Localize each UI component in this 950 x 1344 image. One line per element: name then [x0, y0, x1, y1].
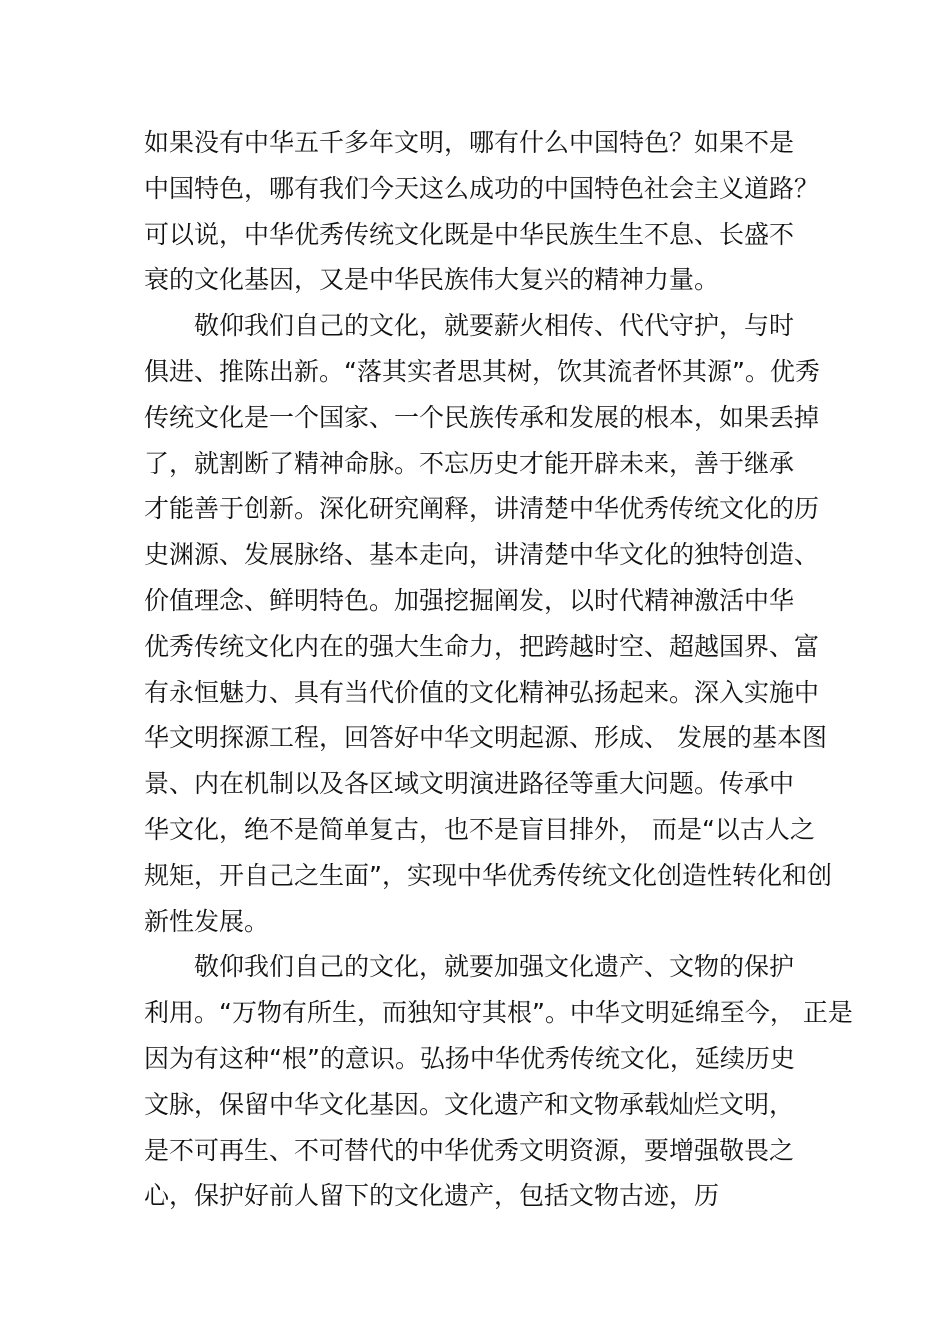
text-line: 利用。“万物有所生，而独知守其根”。中华文明延绵至今， 正是 — [144, 998, 853, 1028]
text-line: 中国特色，哪有我们今天这么成功的中国特色社会主义道路？ — [144, 173, 820, 203]
text-line: 心，保护好前人留下的文化遗产，包括文物古迹，历 — [144, 1181, 720, 1211]
text-line: 衰的文化基因，又是中华民族伟大复兴的精神力量。 — [144, 265, 720, 295]
text-line: 华文明探源工程，回答好中华文明起源、形成、 发展的基本图 — [144, 723, 827, 753]
text-line: 才能善于创新。深化研究阐释，讲清楚中华优秀传统文化的历 — [144, 494, 820, 524]
text-line: 传统文化是一个国家、一个民族传承和发展的根本，如果丢掉 — [144, 402, 820, 432]
text-line: 华文化，绝不是简单复古，也不是盲目排外， 而是“以古人之 — [144, 814, 815, 844]
text-line: 景、内在机制以及各区域文明演进路径等重大问题。传承中 — [144, 769, 795, 799]
text-line: 史渊源、发展脉络、基本走向，讲清楚中华文化的独特创造、 — [144, 540, 820, 570]
text-line: 优秀传统文化内在的强大生命力，把跨越时空、超越国界、富 — [144, 631, 820, 661]
paragraph-start-line: 敬仰我们自己的文化，就要加强文化遗产、文物的保护 — [194, 952, 795, 982]
text-line: 俱进、推陈出新。“落其实者思其树，饮其流者怀其源”。优秀 — [144, 356, 820, 386]
paragraph-start-line: 敬仰我们自己的文化，就要薪火相传、代代守护，与时 — [194, 311, 795, 341]
text-line: 规矩，开自己之生面”，实现中华优秀传统文化创造性转化和创 — [144, 860, 832, 890]
text-line: 了，就割断了精神命脉。不忘历史才能开辟未来，善于继承 — [144, 448, 795, 478]
text-line: 是不可再生、不可替代的中华优秀文明资源，要增强敬畏之 — [144, 1135, 795, 1165]
text-line: 文脉，保留中华文化基因。文化遗产和文物承载灿烂文明， — [144, 1089, 795, 1119]
text-line: 如果没有中华五千多年文明，哪有什么中国特色？如果不是 — [144, 128, 795, 157]
body-text — [144, 120, 853, 1219]
text-line: 新性发展。 — [144, 906, 270, 936]
text-line: 因为有这种“根”的意识。弘扬中华优秀传统文化，延续历史 — [144, 1043, 795, 1073]
text-line: 可以说，中华优秀传统文化既是中华民族生生不息、长盛不 — [144, 219, 795, 249]
text-line: 价值理念、鲜明特色。加强挖掘阐发，以时代精神激活中华 — [144, 585, 795, 615]
text-line: 有永恒魅力、具有当代价值的文化精神弘扬起来。深入实施中 — [144, 677, 820, 707]
